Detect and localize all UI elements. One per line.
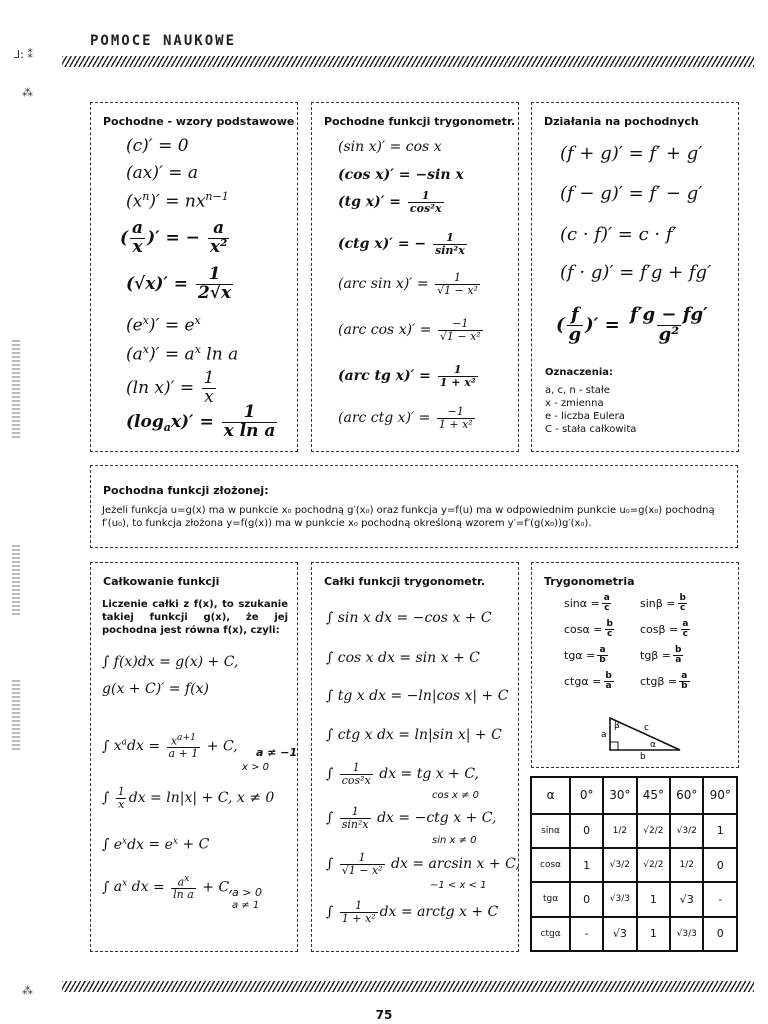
table-header-cell: α [531, 777, 570, 814]
page-header-title: POMOCE NAUKOWE [90, 33, 237, 49]
condition: cos x ≠ 0 [432, 790, 480, 801]
corner-mark-left: ⁂ [22, 86, 33, 99]
formula-dcos: (cos x)′ = −sin x [338, 167, 464, 183]
table-cell: tgα [531, 882, 570, 916]
table-cell: 1 [703, 814, 737, 848]
table-header-cell: 90° [703, 777, 737, 814]
trig-ratio [564, 620, 617, 640]
table-cell: 1/2 [670, 848, 703, 882]
table-cell: √3/3 [603, 882, 636, 916]
notation-line: a, c, n - stałe [545, 385, 610, 396]
trig-ratio-num: b [606, 619, 613, 629]
formula-integral-def: ∫ f(x)dx = g(x) + C, [102, 654, 239, 670]
trig-ratio-den: a [675, 655, 682, 666]
integration-text: Liczenie całki z f(x), to szukanie takiej funkcji g(x), że jej pochodna jest równa f(x), czyli: [102, 599, 288, 636]
condition: sin x ≠ 0 [432, 835, 477, 846]
formula-a-pow-x: $(a^x)' = a^x$ ln a [126, 343, 239, 365]
table-cell: 0 [570, 882, 603, 916]
table-cell: √3/2 [670, 814, 703, 848]
table-cell: √3 [603, 917, 636, 951]
formula-power: $(x^n)' = nx^{n-1}$ [126, 190, 229, 212]
table-cell: - [570, 917, 603, 951]
formula-sum: (f + g)′ = f′ + g′ [560, 143, 703, 164]
triangle-label-alpha: α [650, 740, 656, 750]
formula-darccos: (arc cos x)′ = $\frac{-1}{\text{√1 − x²}}$ [338, 317, 481, 343]
table-row [531, 882, 737, 916]
table-cell: - [703, 882, 737, 916]
page-number: 75 [375, 1008, 393, 1022]
bottom-hatch-divider [62, 981, 754, 992]
table-cell: sinα [531, 814, 570, 848]
table-cell: cosα [531, 848, 570, 882]
table-header-row [531, 777, 737, 814]
formula-darcctg: (arc ctg x)′ = $\frac{-1}{\text{1 + x²}}$ [338, 405, 473, 431]
side-scan-mark [12, 680, 20, 750]
composite-text: Jeżeli funkcja u=g(x) ma w punkcie x₀ pochodną g′(x₀) oraz funkcja y=f(u) ma w odpowiednim punkcie u₀=g(x₀) pochodną f′(u₀), to funkcja złożona y=f(g(x)) ma w punkcie x₀ pochodną określoną wzorem y′=f′(g(x₀))g′(x₀). [102, 505, 715, 529]
trig-ratio [640, 646, 685, 666]
trig-ratio-den: c [682, 629, 688, 640]
trig-ratio [564, 646, 610, 666]
trig-ratio [640, 594, 690, 614]
formula-a-over-x: ( $\frac{a}{x}$ )′ = − $\frac{a}{\text{x²}}$ [120, 218, 228, 257]
table-header-cell: 45° [637, 777, 670, 814]
formula-integral-check: g(x + C)′ = f(x) [102, 681, 210, 697]
formula-int-arctg: ∫ $\frac{1}{\text{1 + x²}}$ dx = arctg x + C [326, 899, 499, 925]
trig-ratio-num: a [599, 645, 606, 655]
triangle-label-b: b [640, 752, 646, 760]
trig-ratio-label: sinα = [564, 597, 600, 611]
side-scan-mark [12, 545, 20, 615]
trig-ratio-label: ctgα = [564, 675, 602, 689]
table-cell: √2/2 [637, 848, 670, 882]
table-header-cell: 30° [603, 777, 636, 814]
notation-line: x - zmienna [545, 398, 604, 409]
trig-ratio [564, 594, 614, 614]
condition: a ≠ 1 [232, 900, 260, 911]
formula-int-power: ∫ $x^adx$ = $\frac{x^{a+1}}{a + 1}$ + C, [102, 732, 238, 761]
formula-dsin: (sin x)′ = cos x [338, 139, 442, 155]
trig-ratio-den: c [607, 629, 613, 640]
table-cell: 1 [570, 848, 603, 882]
formula-dctg: (ctg x)′ = − $\frac{1}{\text{sin²x}}$ [338, 231, 465, 257]
formula-int-ctg: ∫ ctg x dx = ln|sin x| + C [326, 727, 502, 743]
formula-ax: (ax)′ = a [126, 163, 199, 183]
condition: −1 < x < 1 [430, 880, 487, 891]
table-cell: 0 [570, 814, 603, 848]
trig-ratio-num: b [675, 645, 682, 655]
trig-ratio-den: a [605, 681, 612, 692]
box-title: Pochodne funkcji trygonometr. [324, 115, 516, 128]
trig-ratio-num: a [682, 619, 689, 629]
formula-exp: $(e^x)' = e^x$ [126, 314, 201, 336]
corner-mark-top: ⅃: ⁑ [14, 48, 33, 61]
table-cell: 1 [637, 882, 670, 916]
box-title: Całkowanie funkcji [103, 575, 220, 588]
box-title: Pochodna funkcji złożonej: [103, 484, 269, 497]
trig-ratio-num: b [679, 593, 686, 603]
trig-ratio-label: cosα = [564, 623, 603, 637]
trig-ratio [640, 620, 692, 640]
formula-int-inverse: ∫ $\frac{1}{x}$ dx = ln|x| + C, x ≠ 0 [102, 785, 275, 811]
condition: a ≠ −1 [256, 746, 298, 759]
trig-ratio-num: a [603, 593, 610, 603]
formula-int-tg: ∫ tg x dx = −ln|cos x| + C [326, 688, 509, 704]
triangle-label-beta: β [614, 721, 620, 731]
formula-dtg: (tg x)′ = $\frac{1}{\text{cos²x}}$ [338, 189, 442, 215]
formula-darcsin: (arc sin x)′ = $\frac{1}{\text{√1 − x²}}$ [338, 271, 478, 297]
box-title: Całki funkcji trygonometr. [324, 575, 486, 588]
right-triangle-diagram [598, 710, 688, 760]
table-cell: ctgα [531, 917, 570, 951]
formula-int-a-pow-x: ∫ $a^x$ dx = $\frac{a^x}{\text{ln a}}$ + C, [102, 873, 234, 902]
trig-ratio-num: b [605, 671, 612, 681]
trig-ratio-label: cosβ = [640, 623, 679, 637]
box-title: Pochodne - wzory podstawowe [103, 115, 295, 128]
table-header-cell: 60° [670, 777, 703, 814]
trig-ratio-label: sinβ = [640, 597, 676, 611]
box-title: Działania na pochodnych [544, 115, 699, 128]
formula-int-cos: ∫ cos x dx = sin x + C [326, 650, 480, 666]
trig-ratio-label: tgα = [564, 649, 596, 663]
table-cell: √3 [670, 882, 703, 916]
formula-int-sec2: ∫ $\frac{1}{\text{cos²x}}$ dx = tg x + C, [326, 761, 479, 787]
notation-line: C - stała całkowita [545, 424, 637, 435]
top-hatch-divider [62, 56, 754, 67]
table-cell: 0 [703, 917, 737, 951]
formula-int-exp: ∫ $e^xdx = e^x + C$ [102, 836, 210, 853]
formula-const-mult: (c · f)′ = c · f′ [560, 224, 677, 245]
notation-title: Oznaczenia: [545, 367, 614, 378]
table-cell: 0 [703, 848, 737, 882]
trig-ratio-num: a [681, 671, 688, 681]
triangle-label-a: a [601, 730, 607, 740]
table-cell: √3/2 [603, 848, 636, 882]
table-cell: 1/2 [603, 814, 636, 848]
trig-ratio-den: c [680, 603, 686, 614]
formula-product: (f · g)′ = f′g + fg′ [560, 262, 712, 283]
table-cell: √3/3 [670, 917, 703, 951]
box-title: Trygonometria [544, 575, 635, 588]
table-row [531, 814, 737, 848]
trig-ratio-label: ctgβ = [640, 675, 678, 689]
formula-darctg: (arc tg x)′ = $\frac{1}{\text{1 + x²}}$ [338, 363, 476, 389]
trig-ratio-den: c [604, 603, 610, 614]
condition: x > 0 [242, 762, 270, 773]
formula-int-sin: ∫ sin x dx = −cos x + C [326, 610, 492, 626]
notation-line: e - liczba Eulera [545, 411, 625, 422]
corner-mark-bottom: ⁂ [22, 984, 33, 997]
table-row [531, 848, 737, 882]
trig-ratio-den: b [599, 655, 606, 666]
trig-ratio-den: b [681, 681, 688, 692]
formula-int-arcsin: ∫ $\frac{1}{\text{√1 − x²}}$ dx = arcsin x + C, [326, 851, 520, 877]
trig-values-table [530, 776, 738, 952]
condition: a > 0 [232, 886, 262, 899]
table-header-cell: 0° [570, 777, 603, 814]
table-cell: √2/2 [637, 814, 670, 848]
formula-constant: (c)′ = 0 [126, 136, 189, 156]
formula-sqrt: (√x)′ = $\frac{1}{2√x}$ [126, 264, 232, 303]
formula-quotient: ( $\frac{f}{g}$ )′ = $\frac{f'g - fg'}{\text{g²}}$ [556, 304, 708, 345]
triangle-label-c: c [644, 723, 649, 733]
side-scan-mark [12, 340, 20, 440]
formula-ln: (ln x)′ = $\frac{1}{x}$ [126, 368, 215, 407]
trig-ratio [564, 672, 616, 692]
formula-difference: (f − g)′ = f′ − g′ [560, 183, 703, 204]
trig-ratio [640, 672, 692, 692]
formula-int-csc2: ∫ $\frac{1}{\text{sin²x}}$ dx = −ctg x + C, [326, 805, 497, 831]
table-row [531, 917, 737, 951]
table-cell: 1 [637, 917, 670, 951]
trig-ratio-label: tgβ = [640, 649, 672, 663]
formula-log: $(\log_ax)'$ = $\frac{1}{\text{x ln a}}$ [126, 402, 276, 441]
